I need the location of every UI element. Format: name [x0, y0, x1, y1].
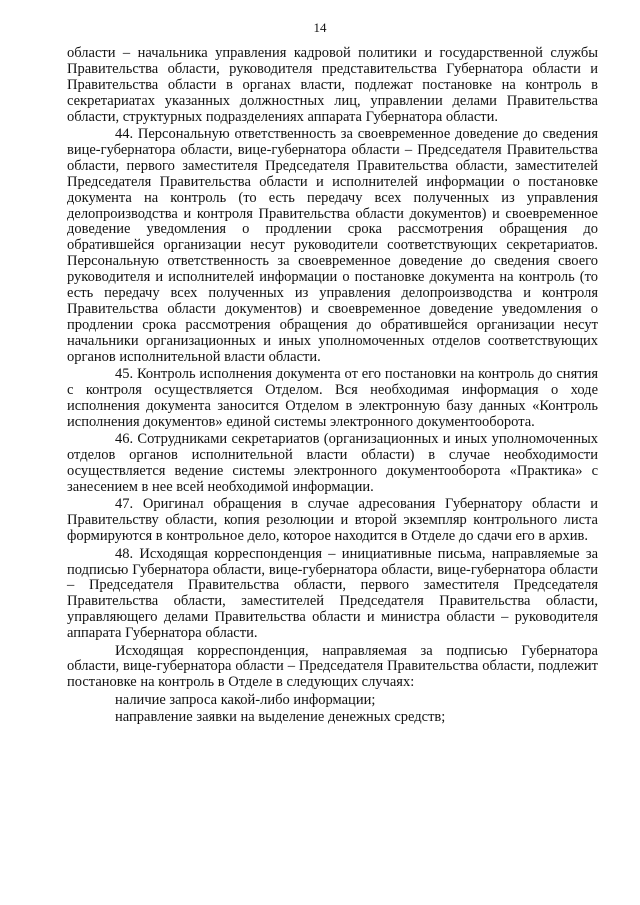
- paragraph-45: 45. Контроль исполнения документа от его постановки на контроль до снятия с контроля осуществляется Отделом. Вся необходимая информация о ходе исполнения документа заносится Отделом в электронную базу данных «Контроль исполнения документов» единой системы электронного документооборота.: [67, 366, 598, 430]
- document-body: [67, 46, 598, 728]
- paragraph-48: 48. Исходящая корреспонденция – инициативные письма, направляемые за подписью Губернатора области, вице-губернатора области, вице-губернатора области – Председателя Правительства области, первого заместителя Председателя Правительства области, заместителей Председателя Правительства области, управляющего делами Правительства области и министра области – руководителя аппарата Губернатора области.: [67, 545, 598, 642]
- list-item: направление заявки на выделение денежных средств;: [115, 709, 446, 726]
- paragraph-47: 47. Оригинал обращения в случае адресования Губернатору области и Правительству области, копия резолюции и второй экземпляр контрольного листа формируются в контрольное дело, которое находится в Отделе до сдачи его в архив.: [67, 496, 598, 545]
- paragraph-46: 46. Сотрудниками секретариатов (организационных и иных уполномоченных отделов органов исполнительной власти области) в случае необходимости осуществляется ведение системы электронного документооборота «Практика» с занесением в нее всей необходимой информации.: [67, 431, 598, 495]
- list-item: наличие запроса какой-либо информации;: [115, 691, 376, 708]
- paragraph-outgoing-correspondence: Исходящая корреспонденция, направляемая за подписью Губернатора области, вице-губернатора области – Председателя Правительства области, подлежит постановке на контроль в Отделе в следующих случаях:: [67, 642, 598, 691]
- page-number: 14: [313, 20, 327, 35]
- paragraph-44: 44. Персональную ответственность за своевременное доведение до сведения вице-губернатора области, вице-губернатора области – Председателя Правительства области, первого заместителя Председателя Правительства области, заместителей Председателя Правительства области и исполнителей информации о постановке документа на контроль (то есть передачу всех полученных из управления делопроизводства и контроля Правительства области документов) и своевременное доведение уведомления о продлении срока рассмотрения обращения до обратившейся организации несут руководители соответствующих секретариатов. Персональную ответственность за своевременное доведение до сведения своего руководителя и исполнителей информации о постановке документа на контроль (то есть передачу всех полученных из управления делопроизводства и контроля Правительства области документов) и своевременное доведение уведомления о продлении срока рассмотрения обращения до обратившейся организации несут начальники организационных и иных уполномоченных отделов соответствующих органов исполнительной власти области.: [67, 126, 598, 365]
- paragraph-continuation: области – начальника управления кадровой политики и государственной службы Правительства области, руководителя представительства Губернатора области и Правительства области в органах власти, подлежат постановке на контроль в секретариатах указанных должностных лиц, управлении делами Правительства области, структурных подразделениях аппарата Губернатора области.: [67, 45, 598, 125]
